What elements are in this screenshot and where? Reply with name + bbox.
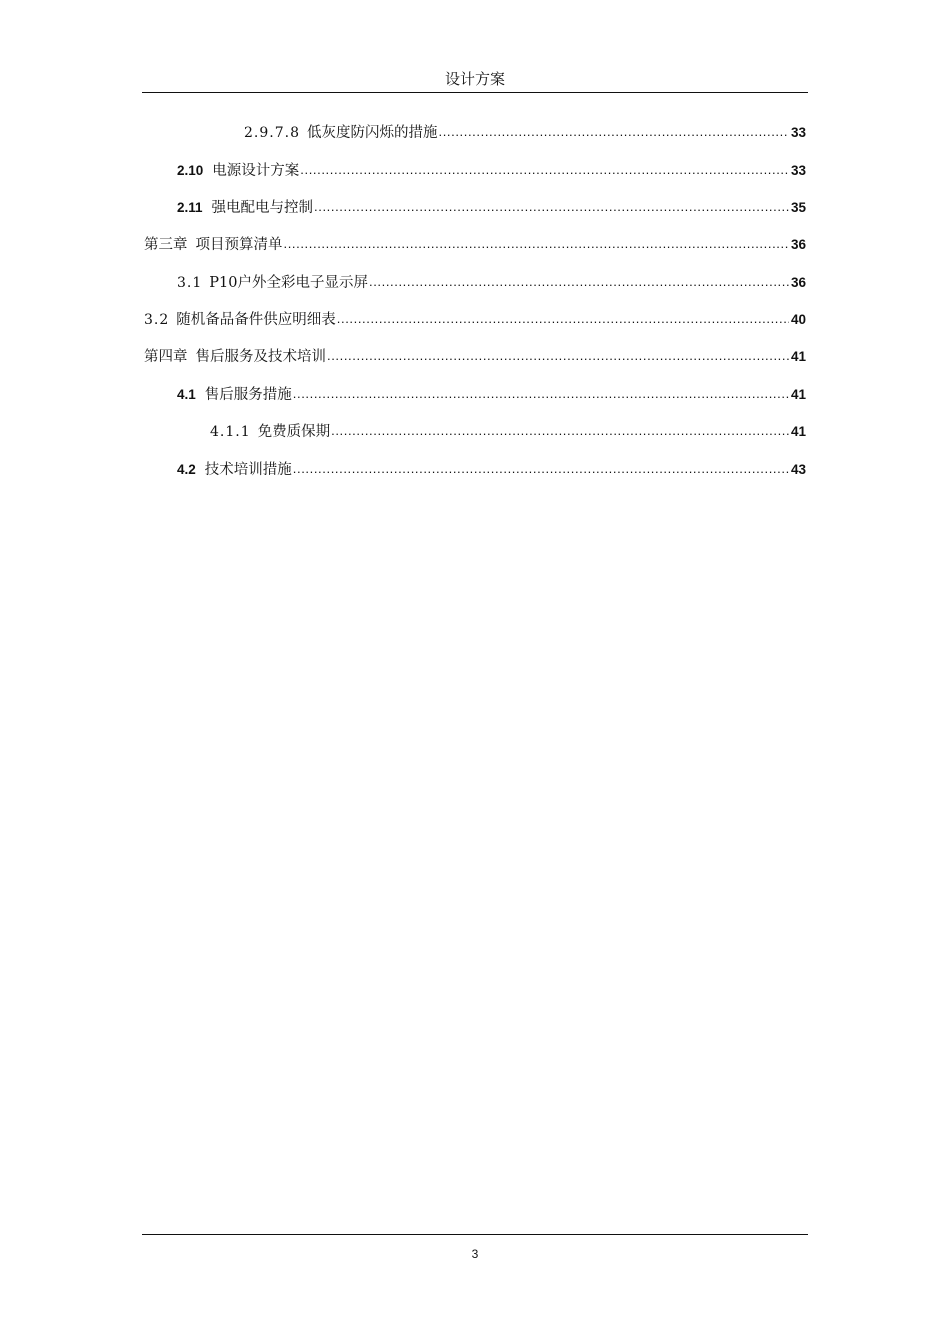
toc-entry-title: 电源设计方案 [212,163,300,179]
toc-entry[interactable] [144,234,806,256]
toc-entry[interactable] [244,122,806,144]
toc-entry-number: 4.1.1 [210,424,251,440]
toc-entry-page: 40 [790,312,806,327]
toc-entry-page: 35 [790,200,806,215]
toc-entry-number: 2.9.7.8 [244,125,300,141]
toc-dot-leader [369,271,789,293]
toc-entry-number: 第四章 [144,349,188,365]
toc-entry-number: 3.1 [177,275,203,291]
toc-entry[interactable] [210,421,806,443]
toc-dot-leader [438,121,788,143]
toc-entry[interactable] [177,197,806,219]
toc-entry-title: 售后服务及技术培训 [195,349,326,365]
toc-entry-page: 36 [790,275,806,290]
toc-dot-leader [293,458,789,480]
toc-entry-page: 36 [790,237,806,252]
toc-entry-title: P10户外全彩电子显示屏 [209,275,368,291]
toc-entry-page: 41 [790,349,806,364]
toc-entry-page: 33 [790,163,806,178]
toc-dot-leader [314,196,789,218]
page-header-title: 设计方案 [444,70,505,88]
header-divider [142,92,808,93]
toc-entry-title: 售后服务措施 [204,387,292,403]
toc-entry-number: 4.2 [177,462,196,477]
toc-entry-title: 随机备品备件供应明细表 [176,312,336,328]
toc-entry-number: 2.11 [177,200,203,215]
toc-entry-number: 3.2 [144,312,170,328]
toc-entry-title: 低灰度防闪烁的措施 [306,125,438,141]
toc-entry[interactable] [144,346,806,368]
toc-dot-leader [337,308,789,330]
toc-entry-title: 免费质保期 [257,424,331,440]
toc-entry-page: 41 [790,424,806,439]
toc-entry[interactable] [177,160,806,182]
toc-entry-title: 技术培训措施 [204,462,292,478]
toc-dot-leader [284,233,789,255]
toc-entry-page: 33 [790,125,806,140]
toc-dot-leader [293,383,789,405]
toc-dot-leader [331,420,789,442]
footer-divider [142,1234,808,1235]
toc-entry-number: 2.10 [177,163,204,178]
toc-entry-number: 第三章 [144,237,188,253]
toc-entry-page: 41 [790,387,806,402]
toc-entry-title: 强电配电与控制 [211,200,314,216]
toc-dot-leader [300,159,789,181]
page-number: 3 [471,1247,479,1261]
toc-entry[interactable] [177,272,806,294]
toc-dot-leader [327,345,789,367]
toc-entry[interactable] [177,384,806,406]
toc-entry[interactable] [177,459,806,481]
toc-entry[interactable] [144,309,806,331]
toc-entry-page: 43 [790,462,806,477]
toc-entry-number: 4.1 [177,387,196,402]
toc-entry-title: 项目预算清单 [195,237,283,253]
